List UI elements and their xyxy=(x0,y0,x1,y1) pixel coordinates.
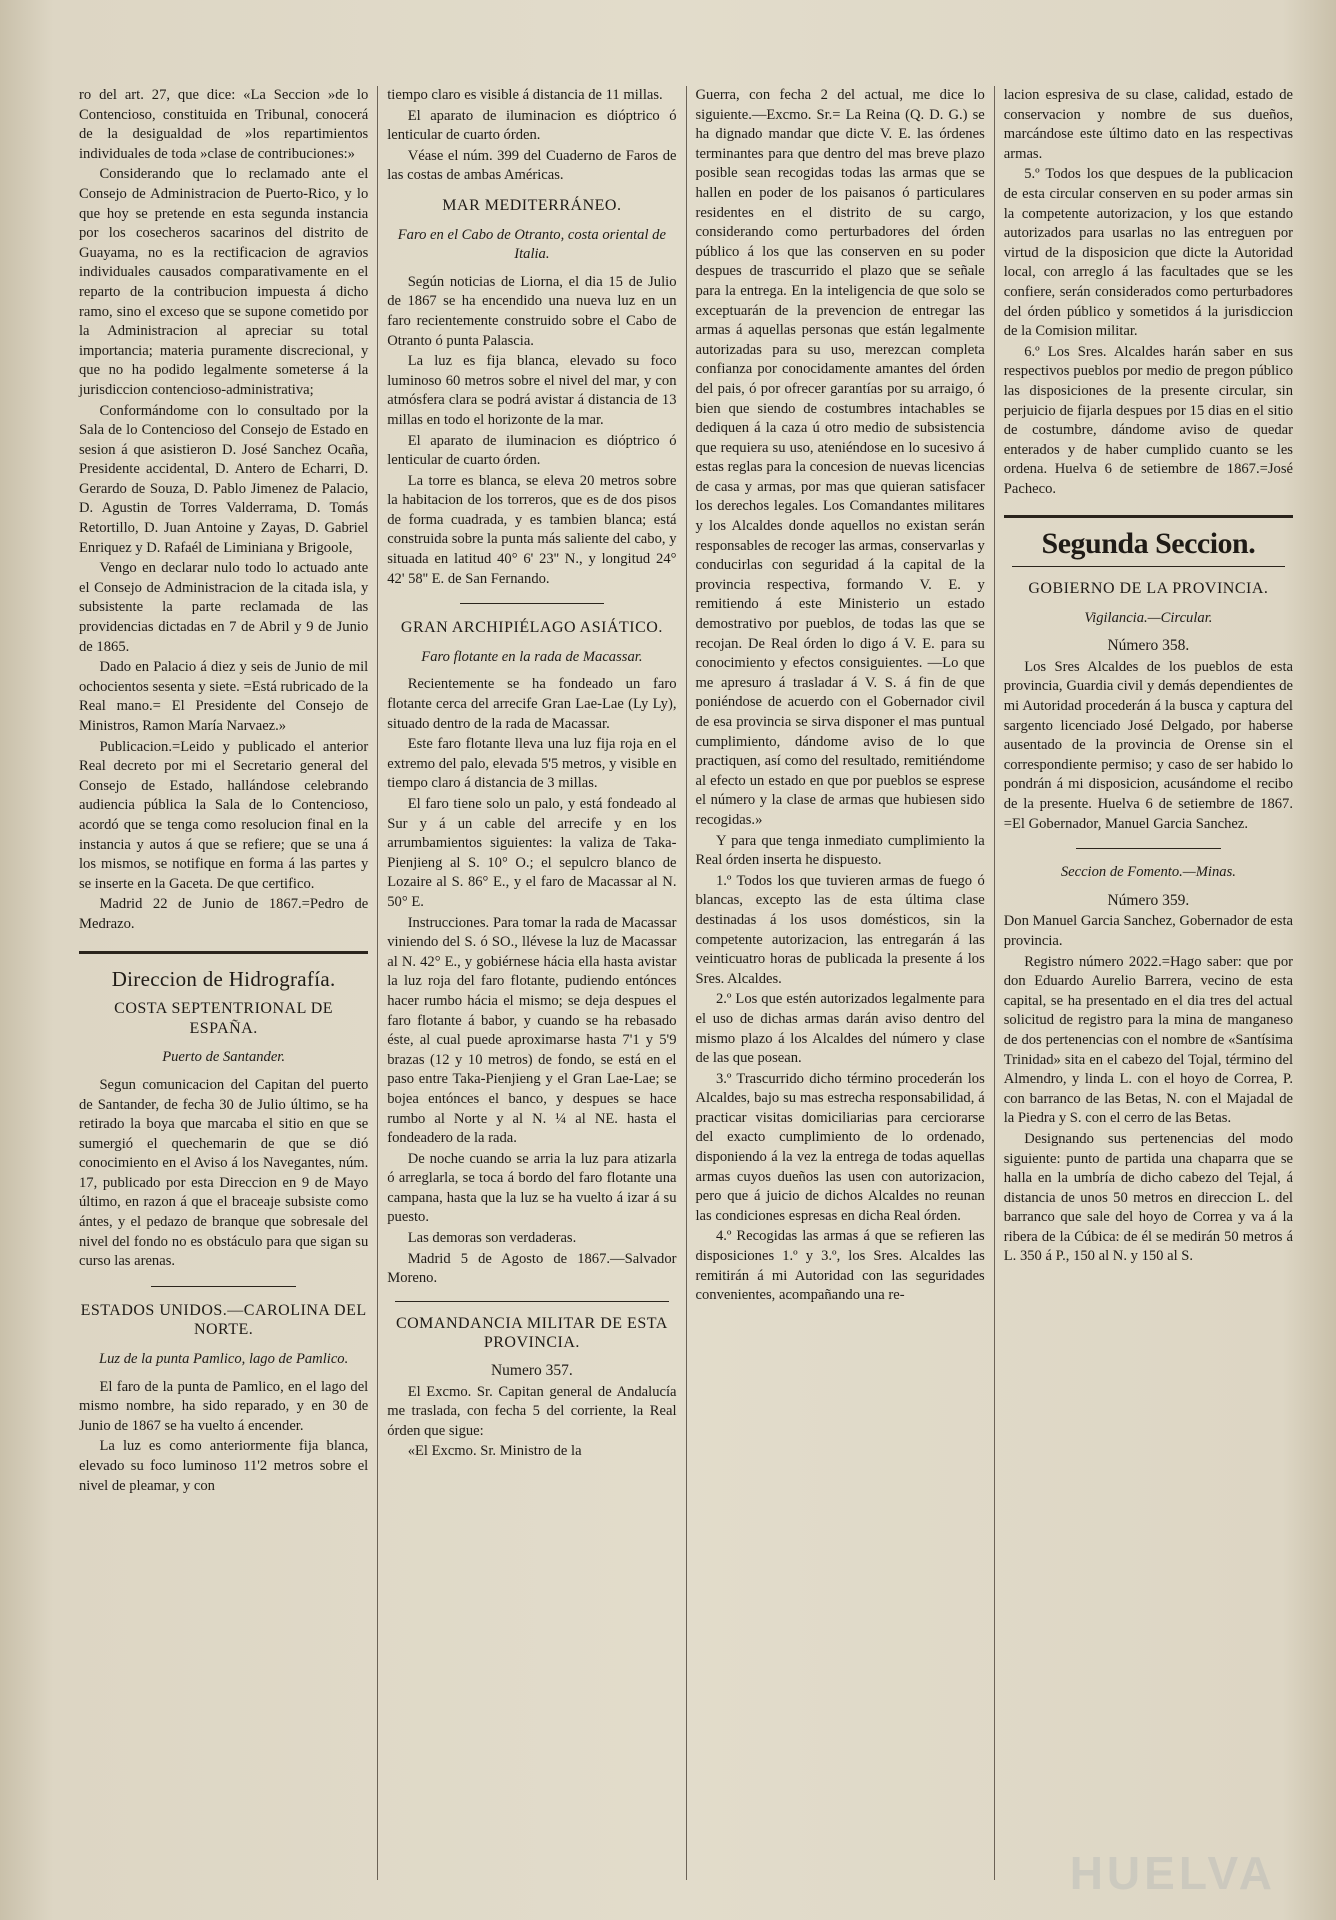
paragraph: Las demoras son verdaderas. xyxy=(407,1230,577,1247)
paragraph: Y para que tenga inmediato cumplimiento la Real órden inserta he dispuesto. xyxy=(695,832,985,869)
item-title: Luz de la punta Pamlico, lago de Pamlico. xyxy=(98,1351,349,1368)
item-title: Faro en el Cabo de Otranto, costa oriental de Italia. xyxy=(397,226,666,263)
paragraph: lacion espresiva de su clase, calidad, estado de conservacion y nombre de sus dueños, marcándose este último dato en las respectivas armas. xyxy=(1003,87,1293,162)
paragraph: Según noticias de Liorna, el dia 15 de Julio de 1867 se ha encendido una nueva luz en un faro recientemente construido sobre el Cabo de Otranto ó punta Palascia. xyxy=(387,273,677,349)
section-heading: Segunda Seccion. xyxy=(1041,527,1256,561)
paragraph: Considerando que lo reclamado ante el Consejo de Administracion de Puerto-Rico, y lo que hoy se pretende en esta segunda instancia por los cosecheros sacarinos del distrito de Guayama, no es la rectificacion de agravios individuales causados comparativamente en el reparto de la contribucion impuesta á dicho ramo, sino el exceso que se supone cometido por la Administracion al apreciar su total importancia; materia puramente discrecional, y que no ha podido legalmente someterse á la jurisdiccion contencioso-administrativa; xyxy=(79,166,369,398)
paragraph: El Excmo. Sr. Capitan general de Andalucía me traslada, con fecha 5 del corriente, la Real órden que sigue: xyxy=(387,1383,677,1439)
paragraph: La torre es blanca, se eleva 20 metros sobre la habitacion de los torreros, que es de dos pisos de forma cuadrada, y es tambien blanca; está construida sobre la punta más saliente del cabo, y situada en latitud 40° 6' 23'' N., y longitud 24° 42' 58'' E. de San Fernando. xyxy=(387,472,677,587)
divider xyxy=(151,1286,296,1287)
paragraph: Instrucciones. Para tomar la rada de Macassar viniendo del S. ó SO., llévese la luz de Macassar al N. 42° E., y gobiérnese hácia ella hasta avistar la luz roja del faro flotante, pudiendo entónces hacer rumbo hácia el mismo; se deja despues el faro flotante á babor, y cuando se ha rebasado éste, al cual puede aproximarse hasta 7'1 y 5'9 brazas (12 y 10 metros) de fondo, se está en el paso entre Taka-Pienjieng y el Gran Lae-Lae; se bojea entónces el banco, y despues se hace rumbo al Norte y al N. ¼ al NE. hasta el fondeadero de la rada. xyxy=(387,914,677,1147)
subsection-heading: COSTA SEPTENTRIONAL DE ESPAÑA. xyxy=(114,1000,334,1037)
subsection-heading: ESTADOS UNIDOS.—CAROLINA DEL NORTE. xyxy=(80,1301,367,1339)
paragraph: Segun comunicacion del Capitan del puerto de Santander, de fecha 30 de Julio último, se ha retirado la boya que marcaba el sitio en que se sumergió el quechemarin de que se dió conocimiento en el Aviso á los Navegantes, núm. 17, publicado por esta Direccion en 9 de Mayo último, en razon á que el braceaje subsiste como ántes, y el pedazo de branque que sobresale del nivel del fondo no es obstáculo para que sigan su curso las arenas. xyxy=(79,1076,369,1270)
paragraph: tiempo claro es visible á distancia de 11 millas. xyxy=(387,87,663,103)
paragraph: Recientemente se ha fondeado un faro flotante cerca del arrecife Gran Lae-Lae (Ly Ly), situado dentro de la rada de Macassar. xyxy=(387,676,677,732)
paragraph: Don Manuel Garcia Sanchez, Gobernador de esta provincia. xyxy=(1003,913,1293,949)
subsection-heading: GOBIERNO DE LA PROVINCIA. xyxy=(1028,580,1269,598)
paragraph-text: Hago saber: que por don Eduardo Aurelio Barrera, vecino de esta capital, se ha presentado en el dia tres del actual solicitud de registro para la mina de manganeso de dos pertenencias con el nombre de «Santísima Trinidad» sita en el cabezo del Tojal, término del Almendro, y linda L. con el hoyo de Correa, P. con barranco de las Betas, N. con el Majadal de la Piedra y S. con el cerro de las Betas. xyxy=(1003,953,1293,1127)
columns xyxy=(70,86,1302,1880)
section-rule xyxy=(1004,515,1293,518)
section-rule xyxy=(79,951,368,954)
section-heading: Direccion de Hidrografía. xyxy=(111,966,336,991)
paragraph: «El Excmo. Sr. Ministro de la xyxy=(407,1443,582,1460)
subsection-heading: MAR MEDITERRÁNEO. xyxy=(442,196,622,214)
paragraph: Designando sus pertenencias del modo siguiente: punto de partida una chaparra que se halla en la umbría de dicho cabezo del Tejal, á distancia de unos 50 metros en direccion L. del barranco que sale del hoyo de Correa y va á la ribera de la Cúbica: de él se medirán 50 metros á L. 350 á P., 150 al N. y 150 al S. xyxy=(1003,1130,1293,1265)
paragraph: Conformándome con lo consultado por la Sala de lo Contencioso del Consejo de Estado en sesion á que asistieron D. José Sanchez Ocaña, Presidente accidental, D. Antero de Echarri, D. Gerardo de Souza, D. Pablo Jimenez de Palacio, D. Agustin de Torres Valderrama, D. Tomás Retortillo, D. Juan Antoine y Zayas, D. Gabriel Enriquez y D. Rafaél de Liminiana y Brigoole, xyxy=(79,402,369,556)
paragraph: 4.º Recogidas las armas á que se refieren las disposiciones 1.º y 3.º, los Sres. Alcaldes las remitirán á mi Autoridad con las seguridades convenientes, acompañando una re- xyxy=(695,1228,985,1304)
paragraph: 2.º Los que estén autorizados legalmente para el uso de dichas armas darán aviso dentro del mismo plazo á los Alcaldes del número y clase de las que posean. xyxy=(695,991,985,1067)
item-title: Faro flotante en la rada de Macassar. xyxy=(421,648,643,665)
paragraph xyxy=(1004,953,1293,1129)
column-1 xyxy=(70,86,377,1880)
item-title: Vigilancia.—Circular. xyxy=(1084,609,1213,626)
paragraph: ro del art. 27, que dice: «La Seccion »de lo Contencioso, constituida en Tribunal, conocerá de la desigualdad de »los repartimientos individuales de toda »clase de contribuciones:» xyxy=(79,87,369,162)
archive-watermark: HUELVA xyxy=(1069,1847,1276,1899)
paragraph: Este faro flotante lleva una luz fija roja en el extremo del palo, elevada 5'5 metros, y visible en tiempo claro á distancia de 3 millas. xyxy=(387,736,677,792)
notice-number: Número 358. xyxy=(1107,637,1190,655)
notice-number: Número 359. xyxy=(1107,891,1190,909)
paragraph: La luz es como anteriormente fija blanca, elevado su foco luminoso 11'2 metros sobre el nivel de pleamar, y con xyxy=(79,1438,369,1494)
signature-line: Madrid 22 de Junio de 1867.=Pedro de Medrazo. xyxy=(79,896,369,932)
subsection-heading: GRAN ARCHIPIÉLAGO ASIÁTICO. xyxy=(400,619,663,637)
notice-number: Numero 357. xyxy=(490,1362,573,1380)
registry-number: Registro número 2022.= xyxy=(1024,953,1170,970)
paragraph: El aparato de iluminacion es dióptrico ó lenticular de cuarto órden. xyxy=(387,107,677,144)
paragraph: El faro tiene solo un palo, y está fondeado al Sur y á un cable del arrecife y en los arrumbamientos siguientes: la valiza de Taka-Pienjieng al S. 10° O.; el sepulcro blanco de Lozaire al S. 86° E., y el faro de Macassar al N. 50° E. xyxy=(387,796,677,910)
item-title: Puerto de Santander. xyxy=(162,1049,286,1066)
paragraph: 6.º Los Sres. Alcaldes harán saber en sus respectivos pueblos por medio de pregon público las disposiciones de la presente circular, sin perjuicio de fijarla despues por 15 dias en el sitio de costumbre, dándome aviso de quedar enterados y de haber cumplido cuanto se les ordena. Huelva 6 de setiembre de 1867.=José Pacheco. xyxy=(1003,343,1293,497)
paragraph: De noche cuando se arria la luz para atizarla ó arreglarla, se toca á bordo del faro flotante una campana, hasta que la luz se ha vuelto á izar á su puesto. xyxy=(387,1150,677,1226)
column-4 xyxy=(994,86,1302,1880)
divider xyxy=(1076,848,1221,849)
divider xyxy=(460,603,605,604)
paragraph: Guerra, con fecha 2 del actual, me dice lo siguiente.—Excmo. Sr.= La Reina (Q. D. G.) se ha dignado mandar que dicte V. E. las órdenes terminantes para que dentro del mas breve plazo posible sean recogidas todas las armas que se hallen en poder de los paisanos ó particulares residentes en el distrito de su cargo, considerando como perturbadores del órden público á los que las conserven en su poder despues de trascurrido el plazo que se señale para la entrega. En la inteligencia de que solo se exceptuarán de la prevencion de entregar las armas á aquellas personas que están legalmente autorizadas para su uso, merezcan completa confianza por conocidamente amantes del órden del pais, ó por ofrecer garantías por su arraigo, ó bien que siendo de costumbres intachables se dediquen á la caza ú otro medio de subsistencia que requiera su uso, ateniéndose en lo sucesivo á estas reglas para la concesion de nuevas licencias de casa y armas, por mas que quieran satisfacer los derechos legales. Los Comandantes militares y los Alcaldes donde aquellos no existan serán responsables de recoger las armas, conservarlas y conducirlas con seguridad á la capital de la provincia respectiva, formando V. E. y remitiendo á este Ministerio un estado demostrativo por pueblos, de todas las que se recojan. De Real órden lo digo á V. E. para su conocimiento y efectos consiguientes. —Lo que me apresuro á trasladar á V. S. á fin de que poniéndose de acuerdo con el Gobernador civil de esa provincia se sirva disponer el mas puntual cumplimiento, dándome aviso de lo que practiquen, así como del resultado, remitiéndome al efecto un estado en que por pueblos se esprese el número y la clase de armas que hubiesen sido recogidas.» xyxy=(695,87,985,828)
signature-line: Madrid 5 de Agosto de 1867.—Salvador Moreno. xyxy=(387,1250,677,1287)
column-3 xyxy=(686,86,994,1880)
paragraph: Publicacion.=Leido y publicado el anterior Real decreto por mi el Secretario general del Consejo de Estado, hallándose celebrando audiencia pública la Sala de lo Contencioso, acordó que se tenga como resolucion final en la instancia y autos á que se refiere; que se una á los mismos, se notifique en forma á las partes y se inserte en la Gaceta. De que certifico. xyxy=(79,738,369,892)
paragraph: La luz es fija blanca, elevado su foco luminoso 60 metros sobre el nivel del mar, y con atmósfera clara se podrá avistar á distancia de 13 millas en todo el horizonte de la mar. xyxy=(387,353,677,428)
paragraph: 1.º Todos los que tuvieren armas de fuego ó blancas, excepto las de esta última clase destinadas á los usos domésticos, sin la competente autorizacion, las entregarán á las veinticuatro horas de publicada la presente á los Sres. Alcaldes. xyxy=(695,872,985,987)
paragraph: 3.º Trascurrido dicho término procederán los Alcaldes, bajo su mas estrecha responsabilidad, á practicar visitas domiciliarias para cerciorarse del exacto cumplimiento de lo ordenado, disponiendo á la vez la entrega de todas aquellas armas cuyos dueños las usen con autorizacion, pero que á juicio de dichos Alcaldes no reunan las condiciones espresas en dicha Real órden. xyxy=(695,1070,985,1224)
paragraph: 5.º Todos los que despues de la publicacion de esta circular conserven en su poder armas sin la competente autorizacion, y los que estando autorizados para usarlas no las entreguen por virtud de la disposicion que dicte la Autoridad local, con arreglo á las facultades que se les confiere, serán considerados como perturbadores del órden público y sometidos á la jurisdiccion de la Comision militar. xyxy=(1003,166,1293,340)
paragraph: Los Sres Alcaldes de los pueblos de esta provincia, Guardia civil y demás dependientes de mi Autoridad procederán á la busca y captura del sargento licenciado José Delgado, por haberse ausentado de la provincia de Orense sin el correspondiente permiso; y caso de ser habido lo pondrán á mi disposicion, acusándome el recibo de la presente. Huelva 6 de setiembre de 1867. =El Gobernador, Manuel Garcia Sanchez. xyxy=(1003,658,1293,832)
item-title: Seccion de Fomento.—Minas. xyxy=(1060,864,1236,881)
paragraph: Vengo en declarar nulo todo lo actuado ante el Consejo de Administracion de la citada isla, y subsistente la parte reclamada de las providencias dictadas en 7 de Abril y 9 de Junio de 1865. xyxy=(79,560,369,655)
subsection-heading: COMANDANCIA MILITAR DE ESTA PROVINCIA. xyxy=(395,1314,668,1352)
divider xyxy=(395,1301,668,1302)
paragraph: El aparato de iluminacion es dióptrico ó lenticular de cuarto órden. xyxy=(387,432,677,469)
paragraph: El faro de la punta de Pamlico, en el lago del mismo nombre, ha sido reparado, y en 30 de Junio de 1867 se ha vuelto á encender. xyxy=(79,1378,369,1434)
paragraph: Dado en Palacio á diez y seis de Junio de mil ochocientos sesenta y siete. =Está rubricado de la Real mano.= El Presidente del Consejo de Ministros, Ramon María Narvaez.» xyxy=(79,659,369,734)
paragraph: Véase el núm. 399 del Cuaderno de Faros de las costas de ambas Américas. xyxy=(387,147,677,184)
divider xyxy=(1012,566,1285,567)
column-2 xyxy=(377,86,685,1880)
